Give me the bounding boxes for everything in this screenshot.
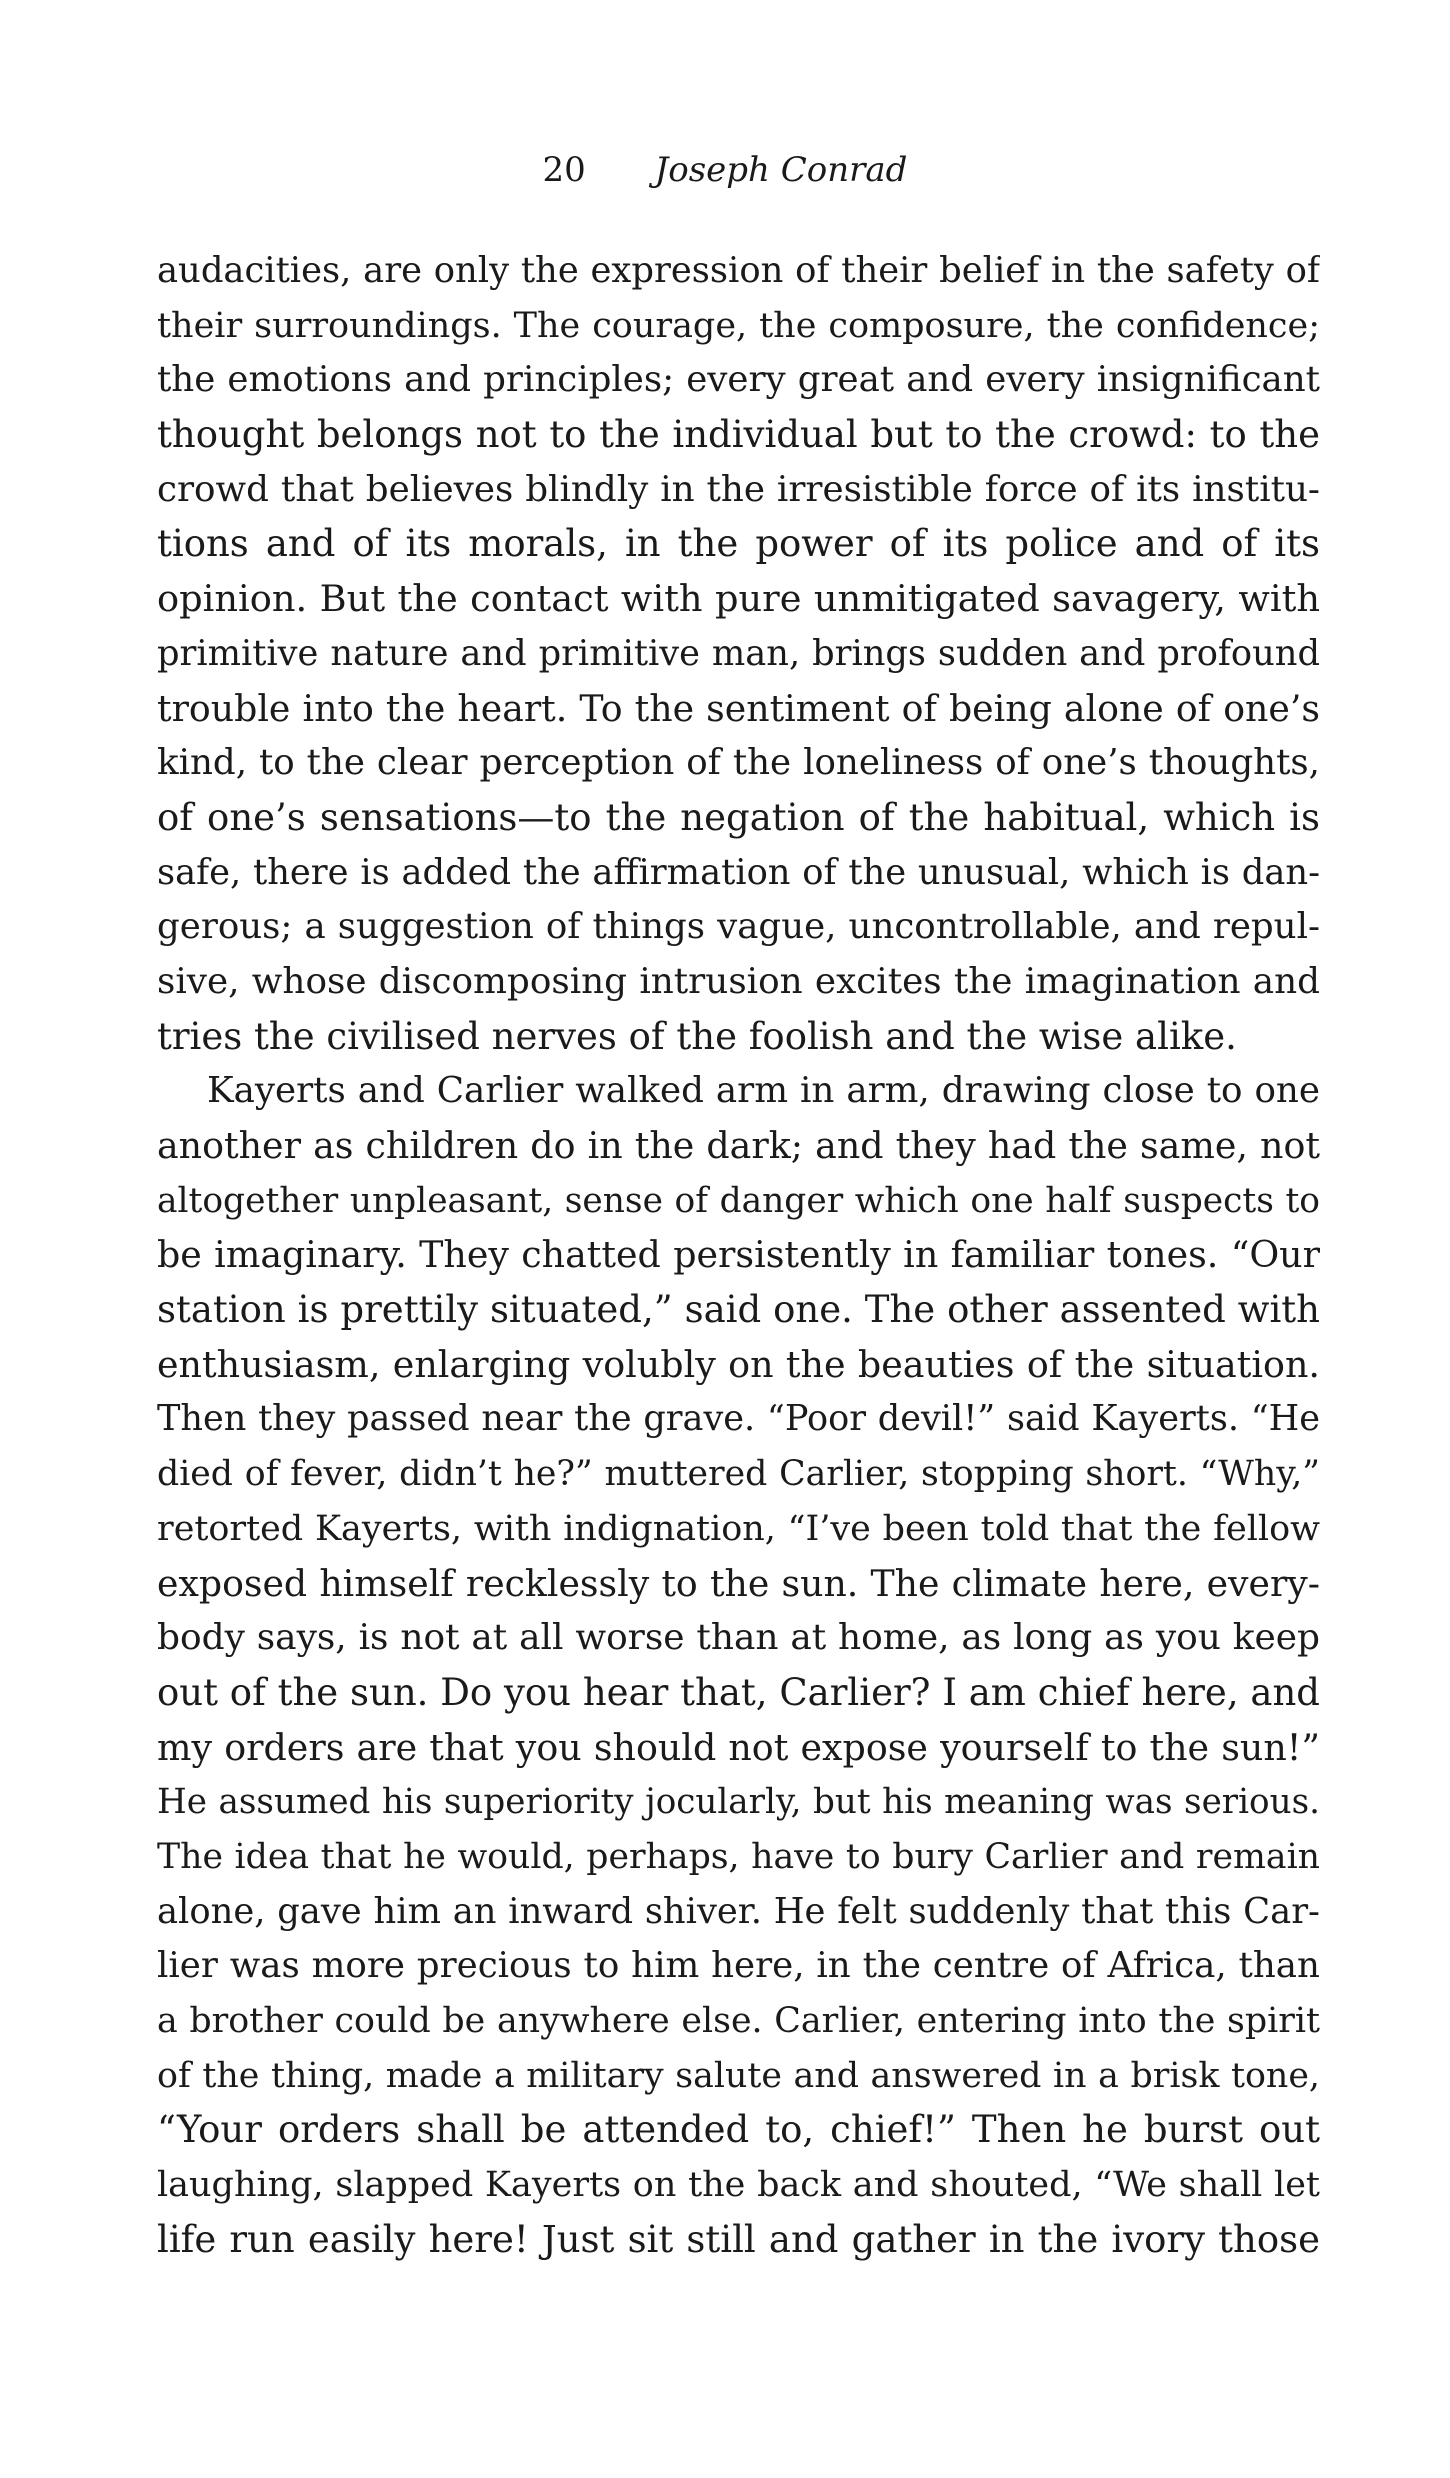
text-line: lier was more precious to him here, in the centre of Africa, than [157, 1945, 1320, 1987]
text-line: “Your orders shall be attended to, chief!” Then he burst out [157, 2108, 1320, 2152]
paragraph-1 [157, 244, 1320, 1064]
running-head [0, 150, 1450, 190]
text-line: safe, there is added the affirmation of the unusual, which is dan- [157, 851, 1320, 893]
text-line: enthusiasm, enlarging volubly on the beauties of the situation. [157, 1342, 1320, 1386]
text-line: thought belongs not to the individual but to the crowd: to the [157, 413, 1320, 457]
body-text [157, 244, 1320, 2267]
text-line: be imaginary. They chatted persistently in familiar tones. “Our [157, 1233, 1320, 1277]
text-line: gerous; a suggestion of things vague, uncontrollable, and repul- [157, 906, 1320, 948]
text-line: Kayerts and Carlier walked arm in arm, drawing close to one [207, 1070, 1320, 1112]
text-line: tions and of its morals, in the power of its police and of its [157, 522, 1320, 566]
text-line: body says, is not at all worse than at home, as long as you keep [157, 1617, 1320, 1659]
text-line: opinion. But the contact with pure unmitigated savagery, with [157, 577, 1320, 621]
text-line: The idea that he would, perhaps, have to bury Carlier and remain [157, 1836, 1320, 1877]
text-line: Then they passed near the grave. “Poor devil!” said Kayerts. “He [157, 1398, 1320, 1440]
text-line: laughing, slapped Kayerts on the back and shouted, “We shall let [157, 2165, 1320, 2206]
text-line: tries the civilised nerves of the foolish and the wise alike. [157, 1014, 1237, 1058]
text-line: crowd that believes blindly in the irresistible force of its institu- [157, 468, 1320, 510]
text-line: retorted Kayerts, with indignation, “I’ve been told that the fellow [157, 1508, 1320, 1549]
running-head-author: Joseph Conrad [654, 150, 908, 190]
text-line: trouble into the heart. To the sentiment of being alone of one’s [157, 686, 1320, 730]
text-line: primitive nature and primitive man, brings sudden and profound [157, 632, 1320, 674]
text-line: altogether unpleasant, sense of danger which one half suspects to [157, 1180, 1320, 1221]
text-line: exposed himself recklessly to the sun. The climate here, every- [157, 1561, 1320, 1605]
text-line: died of fever, didn’t he?” muttered Carlier, stopping short. “Why,” [157, 1454, 1320, 1495]
text-line: audacities, are only the expression of their belief in the safety of [157, 250, 1320, 291]
text-line: He assumed his superiority jocularly, but his meaning was serious. [157, 1782, 1320, 1823]
text-line: of one’s sensations—to the negation of the habitual, which is [157, 795, 1320, 839]
text-line: a brother could be anywhere else. Carlier, entering into the spirit [157, 2001, 1320, 2041]
text-line: out of the sun. Do you hear that, Carlier? I am chief here, and [157, 1670, 1320, 1714]
page-number: 20 [542, 150, 586, 190]
text-line: life run easily here! Just sit still and gather in the ivory those [157, 2217, 1320, 2261]
text-line: my orders are that you should not expose yourself to the sun!” [157, 1725, 1320, 1769]
text-line: of the thing, made a military salute and answered in a brisk tone, [157, 2055, 1320, 2096]
text-line: the emotions and principles; every great and every insignificant [157, 359, 1320, 401]
text-line: their surroundings. The courage, the composure, the confidence; [157, 305, 1320, 346]
text-line: sive, whose discomposing intrusion excites the imagination and [157, 960, 1320, 1002]
text-line: kind, to the clear perception of the loneliness of one’s thoughts, [157, 742, 1320, 784]
paragraph-2 [157, 1064, 1320, 2267]
text-line: station is prettily situated,” said one. The other assented with [157, 1288, 1320, 1332]
text-line: alone, gave him an inward shiver. He felt suddenly that this Car- [157, 1890, 1320, 1932]
text-line: another as children do in the dark; and they had the same, not [157, 1124, 1320, 1167]
